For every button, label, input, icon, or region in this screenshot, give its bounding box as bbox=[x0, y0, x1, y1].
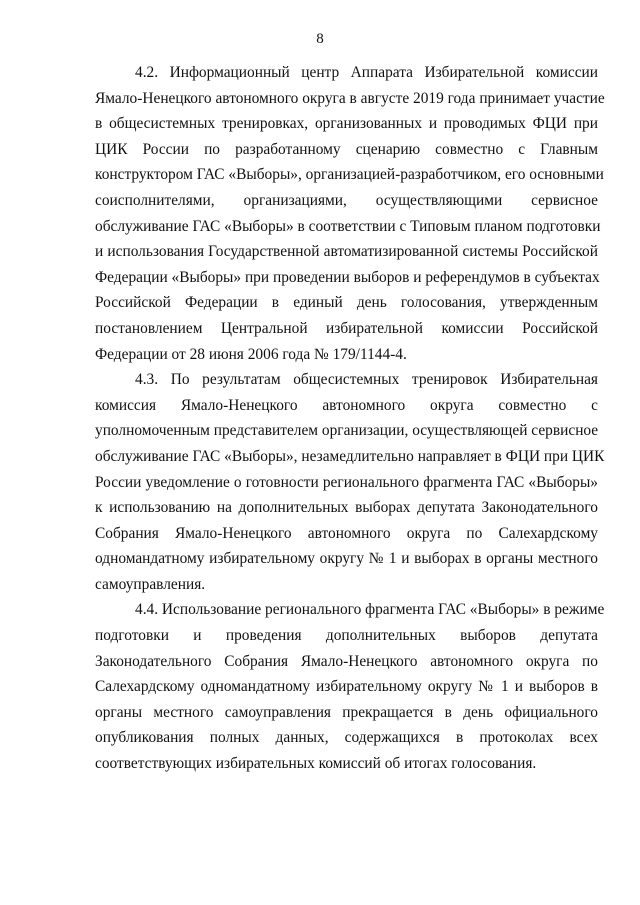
text-line: Собрания Ямало-Ненецкого автономного округа по Салехардскому bbox=[95, 524, 598, 542]
text-line: соответствующих избирательных комиссий об итогах голосования. bbox=[95, 755, 537, 773]
text-line: самоуправления. bbox=[95, 575, 206, 593]
text-line: опубликования полных данных, содержащихся в протоколах всех bbox=[95, 729, 598, 747]
text-line: постановлением Центральной избирательной комиссии Российской bbox=[95, 319, 598, 337]
text-line: конструктором ГАС «Выборы», организацией-разработчиком, его основными bbox=[95, 166, 604, 184]
paragraph-4-2 bbox=[95, 60, 605, 367]
text-line: Федерации от 28 июня 2006 года № 179/1144-4. bbox=[95, 345, 407, 363]
text-line: России уведомление о готовности регионального фрагмента ГАС «Выборы» bbox=[95, 473, 598, 491]
text-line: одномандатному избирательному округу № 1 и выборах в органы местного bbox=[95, 550, 598, 568]
paragraph-4-3 bbox=[95, 367, 605, 597]
text-line: органы местного самоуправления прекращается в день официального bbox=[95, 703, 598, 721]
text-line: Законодательного Собрания Ямало-Ненецкого автономного округа по bbox=[95, 652, 598, 670]
text-line: ЦИК России по разработанному сценарию совместно с Главным bbox=[95, 140, 598, 158]
text-line: подготовки и проведения дополнительных выборов депутата bbox=[95, 627, 598, 645]
text-line: в общесистемных тренировках, организованных и проводимых ФЦИ при bbox=[95, 115, 598, 133]
text-line: соисполнителями, организациями, осуществляющими сервисное bbox=[95, 191, 598, 209]
text-line: обслуживание ГАС «Выборы», незамедлительно направляет в ФЦИ при ЦИК bbox=[95, 447, 605, 465]
text-line: к использованию на дополнительных выборах депутата Законодательного bbox=[95, 499, 598, 517]
text-line: комиссия Ямало-Ненецкого автономного округа совместно с bbox=[95, 396, 598, 414]
text-line: Салехардскому одномандатному избирательному округу № 1 и выборов в bbox=[95, 678, 598, 696]
text-line: уполномоченным представителем организации, осуществляющей сервисное bbox=[95, 422, 599, 440]
document-body bbox=[95, 60, 605, 777]
text-line: обслуживание ГАС «Выборы» в соответствии с Типовым планом подготовки bbox=[95, 217, 601, 235]
text-line: 4.4. Использование регионального фрагмента ГАС «Выборы» в режиме bbox=[135, 601, 605, 619]
text-line: и использования Государственной автоматизированной системы Российской bbox=[95, 243, 598, 261]
text-line: Российской Федерации в единый день голосования, утвержденным bbox=[95, 294, 598, 312]
text-line: 4.2. Информационный центр Аппарата Избирательной комиссии bbox=[135, 64, 598, 81]
paragraph-4-4 bbox=[95, 597, 605, 776]
text-line: Ямало-Ненецкого автономного округа в августе 2019 года принимает участие bbox=[95, 89, 605, 107]
text-line: Федерации «Выборы» при проведении выборов и референдумов в субъектах bbox=[95, 268, 600, 286]
page-number: 8 bbox=[316, 31, 324, 47]
text-line: 4.3. По результатам общесистемных тренировок Избирательная bbox=[135, 371, 598, 389]
